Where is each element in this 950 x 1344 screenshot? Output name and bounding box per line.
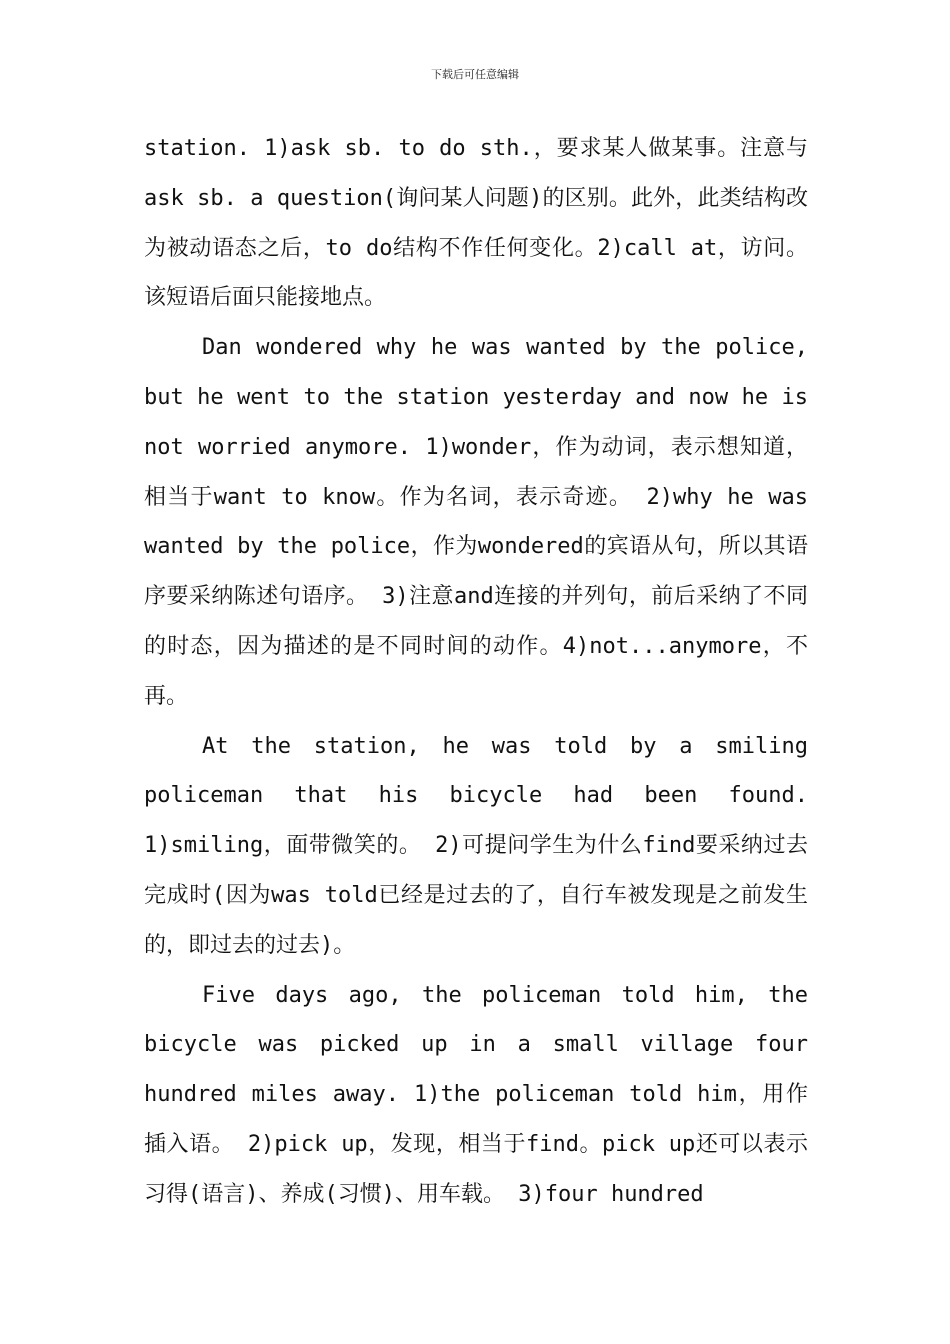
paragraph-2: Dan wondered why he was wanted by the police, but he went to the station yesterday and now he is not worried anymore. 1)wonder，作为动词，表示想知道，相当于want to know。作为名词，表示奇迹。 2)why he was wanted by the police，作为wondered的宾语从句，所以其语序要采纳陈述句语序。 3)注意and连接的并列句，前后采纳了不同的时态，因为描述的是不同时间的动作。4)not...anymore，不再。 <box>144 335 808 709</box>
paragraph-1: station. 1)ask sb. to do sth.，要求某人做某事。注意与ask sb. a question(询问某人问题)的区别。此外，此类结构改为被动语态之后，to do结构不作任何变化。2)call at，访问。该短语后面只能接地点。 <box>144 136 808 311</box>
page-header-note: 下载后可任意编辑 <box>431 68 519 81</box>
paragraph-3: At the station, he was told by a smiling policeman that his bicycle had been found. 1)smiling，面带微笑的。 2)可提问学生为什么find要采纳过去完成时(因为was told已经是过去的了，自行车被发现是之前发生的，即过去的过去)。 <box>144 733 808 958</box>
paragraph-4: Five days ago, the policeman told him, the bicycle was picked up in a small village four hundred miles away. 1)the policeman told him，用作插入语。 2)pick up，发现，相当于find。pick up还可以表示习得(语言)、养成(习惯)、用车载。 3)four hundred <box>144 982 808 1207</box>
document-body <box>144 124 808 1220</box>
